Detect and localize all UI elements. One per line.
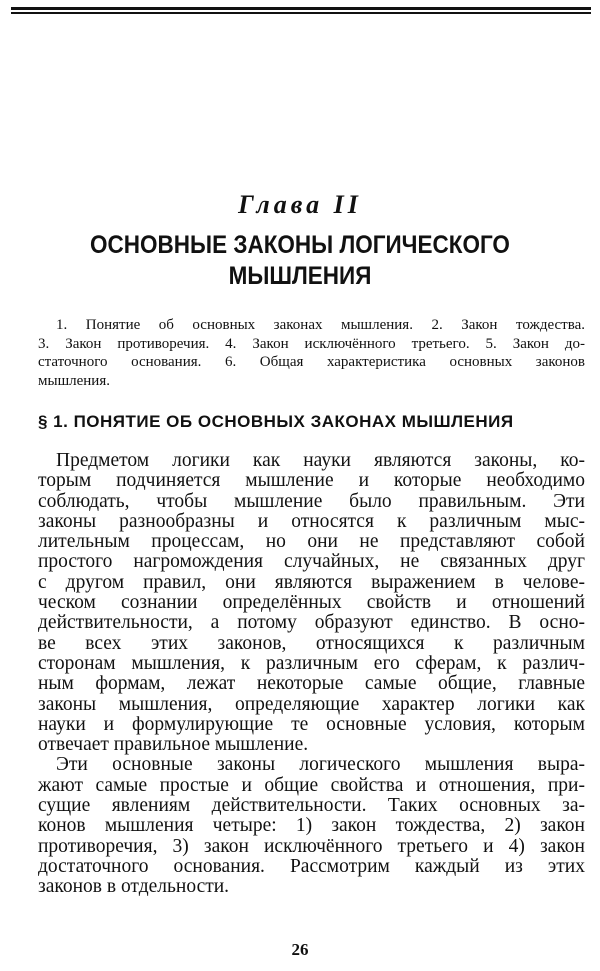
chapter-title — [30, 230, 570, 292]
text-line: соблюдать, чтобы мышление было правильным. Эти — [38, 490, 585, 512]
text-line: Эти основные законы логического мышления выра- — [56, 754, 585, 776]
text-line: науки и формулирующие те основные условия, которым — [38, 713, 585, 735]
header-rule — [11, 7, 591, 14]
text-line: Предметом логики как науки являются законы, ко- — [56, 450, 585, 471]
text-line: законы мышления, определяющие характер логики как — [38, 693, 585, 715]
body-text — [38, 451, 585, 898]
section-heading: § 1. ПОНЯТИЕ ОБ ОСНОВНЫХ ЗАКОНАХ МЫШЛЕНИЯ — [38, 412, 514, 431]
page-number: 26 — [291, 940, 309, 959]
text-line: жают самые простые и общие свойства и отношения, при- — [38, 774, 585, 796]
text-line: действительности, а потому образуют единство. В осно- — [38, 612, 585, 634]
text-line: противоречия, 3) закон исключённого третьего и 4) закон — [38, 835, 585, 857]
summary-line: 3. Закон противоречия. 4. Закон исключённого третьего. 5. Закон до- — [38, 335, 585, 352]
text-line: законы разнообразны и относятся к различным мыс- — [38, 510, 585, 532]
text-line: с другом правил, они являются выражением в челове- — [38, 571, 585, 593]
title-line: ОСНОВНЫЕ ЗАКОНЫ ЛОГИЧЕСКОГО — [90, 231, 510, 259]
text-line: простого нагромождения случайных, не связанных друг — [38, 551, 585, 573]
text-line: ным формам, лежат некоторые самые общие, главные — [38, 673, 585, 695]
title-line: МЫШЛЕНИЯ — [228, 262, 372, 290]
chapter-label: Глава II — [238, 190, 362, 219]
summary-line: мышления. — [38, 372, 110, 389]
text-line: конов мышления четыре: 1) закон тождества, 2) закон — [38, 815, 585, 837]
text-line: достаточного основания. Рассмотрим каждый из этих — [38, 855, 585, 877]
text-line: сторонам мышления, к различным его сферам, к различ- — [38, 652, 585, 674]
summary-line: 1. Понятие об основных законах мышления. 2. Закон тождества. — [56, 317, 585, 333]
text-line: ческом сознании определённых свойств и отношений — [38, 592, 585, 614]
text-line: лительным процессам, но они не представляют собой — [38, 531, 585, 553]
text-line: торым подчиняется мышление и которые необходимо — [38, 470, 585, 492]
summary-line: статочного основания. 6. Общая характеристика основных законов — [38, 354, 585, 370]
text-line: отвечает правильное мышление. — [38, 734, 309, 756]
text-line: законов в отдельности. — [38, 876, 230, 898]
text-line: ве всех этих законов, относящихся к различным — [38, 632, 585, 654]
chapter-summary — [38, 316, 585, 390]
text-line: сущие явлениям действительности. Таких основных за- — [38, 795, 585, 817]
